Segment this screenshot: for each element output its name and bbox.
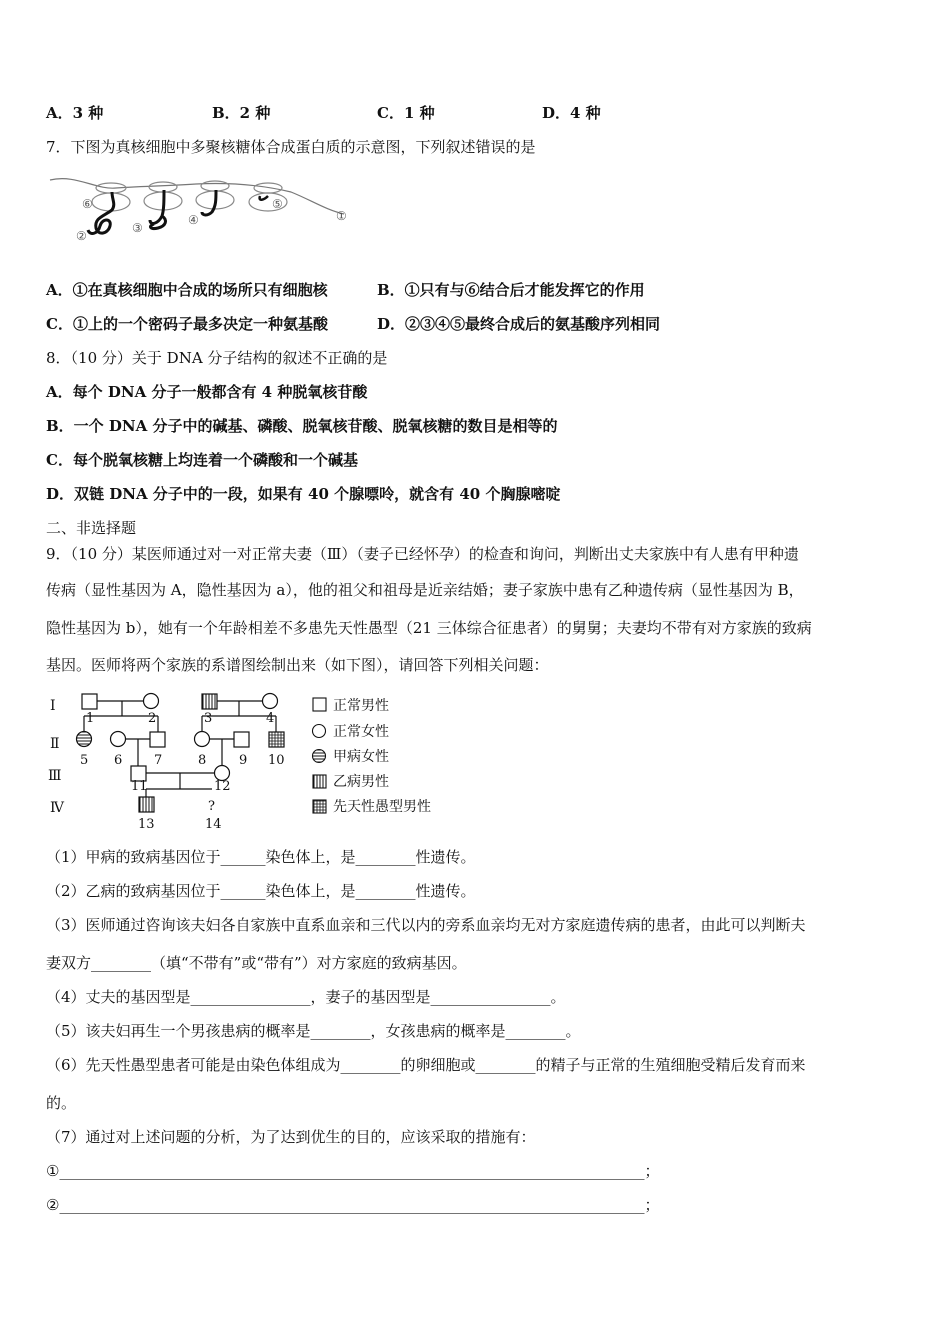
ped-14-unknown: ? [208, 799, 215, 814]
legend-normal-male-icon [313, 698, 326, 711]
ped-8 [195, 732, 210, 747]
fig-label-4: ④ [188, 213, 199, 227]
ped-label-14: 14 [205, 817, 222, 832]
ped-label-3: 3 [204, 711, 213, 726]
fig-label-2: ② [76, 229, 87, 243]
q9-sub-7: （7）通过对上述问题的分析，为了达到优生的目的，应该采取的措施有： [46, 1128, 536, 1146]
gen-3: Ⅲ [48, 768, 62, 784]
legend-normal-male: 正常男性 [333, 698, 389, 714]
legend-disease-b-male: 乙病男性 [333, 774, 389, 790]
q8-stem: 8．（10 分）关于 DNA 分子结构的叙述不正确的是 [46, 349, 388, 367]
q9-sub-2: （2）乙病的致病基因位于______染色体上，是________性遗传。 [46, 882, 476, 900]
q9-sub-4: （4）丈夫的基因型是________________，妻子的基因型是________________。 [46, 988, 566, 1006]
q9-sub-3b: 妻双方________（填“不带有”或“带有”）对方家庭的致病基因。 [46, 954, 467, 972]
q8-option-a: A．每个 DNA 分子一般都含有 4 种脱氧核苷酸 [46, 383, 368, 401]
gen-2: Ⅱ [50, 736, 60, 752]
q9-sub-3a: （3）医师通过咨询该夫妇各自家族中直系血亲和三代以内的旁系血亲均无对方家庭遗传病的患者，由此可以判断夫 [46, 916, 806, 934]
q7-stem: 7．下图为真核细胞中多聚核糖体合成蛋白质的示意图，下列叙述错误的是 [46, 138, 536, 156]
legend-disease-b-male-icon [313, 775, 326, 788]
q7-option-a: A．①在真核细胞中合成的场所只有细胞核 [46, 281, 328, 299]
ped-13 [139, 797, 154, 812]
q9-sub-1: （1）甲病的致病基因位于______染色体上，是________性遗传。 [46, 848, 476, 866]
legend-disease-a-female: 甲病女性 [333, 749, 389, 765]
ped-label-1: 1 [86, 711, 95, 726]
q7-option-b: B．①只有与⑥结合后才能发挥它的作用 [377, 281, 645, 299]
ped-label-13: 13 [138, 817, 155, 832]
gen-1: Ⅰ [50, 698, 56, 714]
q8-option-b: B．一个 DNA 分子中的碱基、磷酸、脱氧核苷酸、脱氧核糖的数目是相等的 [46, 417, 558, 435]
ped-9 [234, 732, 249, 747]
q9-para-3: 隐性基因为 b），她有一个年龄相差不多患先天性愚型（21 三体综合征患者）的舅舅；夫妻均不带有对方家族的致病 [46, 619, 812, 637]
legend-normal-female-icon [313, 725, 326, 738]
q6-option-c: C．1 种 [377, 104, 435, 122]
q9-answer-line-2[interactable]: ②______________________________________________________________________________； [46, 1196, 660, 1214]
ped-label-4: 4 [266, 711, 275, 726]
ped-label-7: 7 [154, 753, 163, 768]
ped-10 [269, 732, 284, 747]
q9-sub-6b: 的。 [46, 1094, 77, 1112]
fig-label-6: ⑥ [82, 197, 93, 211]
fig-label-1: ① [336, 209, 347, 223]
q9-sub-5: （5）该夫妇再生一个男孩患病的概率是________，女孩患病的概率是________。 [46, 1022, 581, 1040]
q8-option-c: C．每个脱氧核糖上均连着一个磷酸和一个碱基 [46, 451, 358, 469]
ped-5 [77, 732, 92, 747]
ped-2 [144, 694, 159, 709]
ped-label-6: 6 [114, 753, 123, 768]
ped-label-10: 10 [268, 753, 285, 768]
q6-option-a: A．3 种 [46, 104, 104, 122]
legend-normal-female: 正常女性 [333, 724, 389, 740]
legend-down-syndrome-male: 先天性愚型男性 [333, 799, 431, 815]
legend-disease-a-female-icon [313, 750, 326, 763]
q9-sub-6a: （6）先天性愚型患者可能是由染色体组成为________的卵细胞或________的精子与正常的生殖细胞受精后发育而来 [46, 1056, 806, 1074]
q7-option-d: D．②③④⑤最终合成后的氨基酸序列相同 [377, 315, 661, 333]
ped-label-5: 5 [80, 753, 89, 768]
q6-option-d: D．4 种 [542, 104, 601, 122]
ped-label-11: 11 [131, 779, 148, 794]
ped-label-8: 8 [198, 753, 207, 768]
section-heading: 二、非选择题 [46, 519, 137, 537]
ped-label-2: 2 [148, 711, 157, 726]
ped-label-12: 12 [214, 779, 231, 794]
ped-7 [150, 732, 165, 747]
polyribosome-figure [46, 170, 366, 250]
fig-label-3: ③ [132, 221, 143, 235]
ped-3 [202, 694, 217, 709]
ped-label-9: 9 [239, 753, 248, 768]
q6-option-b: B．2 种 [212, 104, 271, 122]
fig-label-5: ⑤ [272, 197, 283, 211]
q7-option-c: C．①上的一个密码子最多决定一种氨基酸 [46, 315, 328, 333]
ped-1 [82, 694, 97, 709]
ped-6 [111, 732, 126, 747]
pedigree-chart [46, 686, 466, 836]
q9-para-4: 基因。医师将两个家族的系谱图绘制出来（如下图），请回答下列相关问题： [46, 656, 549, 674]
gen-4: Ⅳ [50, 800, 64, 816]
ped-4 [263, 694, 278, 709]
legend-down-syndrome-male-icon [313, 800, 326, 813]
q9-para-2: 传病（显性基因为 A，隐性基因为 a），他的祖父和祖母是近亲结婚；妻子家族中患有乙种遗传病（显性基因为 B， [46, 581, 804, 599]
q9-answer-line-1[interactable]: ①______________________________________________________________________________； [46, 1162, 660, 1180]
q9-para-1: 9．（10 分）某医师通过对一对正常夫妻（Ⅲ）（妻子已经怀孕）的检查和询问，判断出丈夫家族中有人患有甲种遗 [46, 545, 799, 563]
q8-option-d: D．双链 DNA 分子中的一段，如果有 40 个腺嘌呤，就含有 40 个胸腺嘧啶 [46, 485, 561, 503]
